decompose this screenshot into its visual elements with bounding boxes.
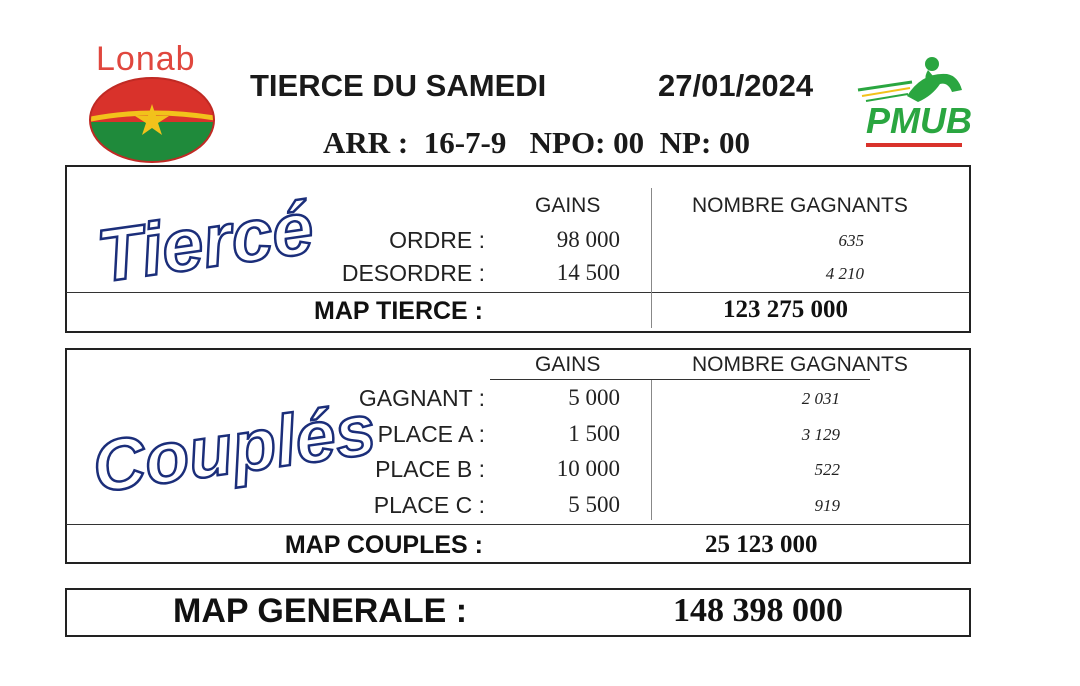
page-title: TIERCE DU SAMEDI	[250, 68, 547, 103]
tierce-row-label: DESORDRE :	[341, 260, 485, 286]
couples-row-gain: 5 000	[568, 385, 620, 410]
map-couples-value: 25 123 000	[705, 531, 818, 558]
tierce-column-divider	[651, 188, 652, 328]
couples-row-winners: 2 031	[801, 389, 840, 408]
couples-row-winners: 919	[814, 496, 840, 515]
couples-row-gain: 10 000	[556, 456, 620, 481]
pmub-logo-text: PMUB	[866, 100, 972, 141]
map-generale-label: MAP GENERALE :	[173, 592, 468, 630]
map-generale-value: 148 398 000	[673, 592, 843, 629]
couples-header-rule	[490, 379, 870, 380]
couples-row-winners: 3 129	[801, 425, 840, 444]
couples-gains-header: GAINS	[535, 353, 601, 376]
tierce-row-winners: 4 210	[825, 264, 864, 283]
couples-title-text: Couplés	[87, 389, 381, 509]
couples-row-label: PLACE C :	[373, 492, 485, 518]
tierce-gains-header: GAINS	[535, 194, 601, 217]
couples-row-gain: 1 500	[568, 421, 620, 446]
couples-row-winners: 522	[814, 460, 840, 479]
couples-decorative-title	[86, 376, 381, 509]
couples-map-divider	[66, 524, 970, 525]
couples-row-label: PLACE B :	[375, 456, 485, 482]
tierce-decorative-title	[90, 176, 319, 298]
tierce-row-label: ORDRE :	[389, 227, 485, 253]
map-couples-label: MAP COUPLES :	[284, 531, 483, 559]
tierce-row-gain: 98 000	[556, 227, 620, 252]
tierce-title-text: Tiercé	[92, 185, 319, 298]
tierce-row-gain: 14 500	[556, 260, 620, 285]
tierce-winners-header: NOMBRE GAGNANTS	[692, 194, 908, 217]
lonab-logo-text: Lonab	[96, 40, 196, 78]
tierce-row-winners: 635	[838, 231, 864, 250]
couples-winners-header: NOMBRE GAGNANTS	[692, 353, 908, 376]
arrival-info: ARR : 16-7-9 NPO: 00 NP: 00	[323, 125, 751, 160]
couples-row-label: GAGNANT :	[358, 385, 485, 411]
map-tierce-label: MAP TIERCE :	[314, 297, 483, 325]
couples-row-gain: 5 500	[568, 492, 620, 517]
couples-column-divider	[651, 380, 652, 520]
map-tierce-value: 123 275 000	[723, 296, 848, 323]
pmub-underline	[866, 143, 962, 147]
draw-date: 27/01/2024	[658, 68, 814, 103]
tierce-map-divider	[66, 292, 970, 293]
couples-row-label: PLACE A :	[377, 421, 485, 447]
